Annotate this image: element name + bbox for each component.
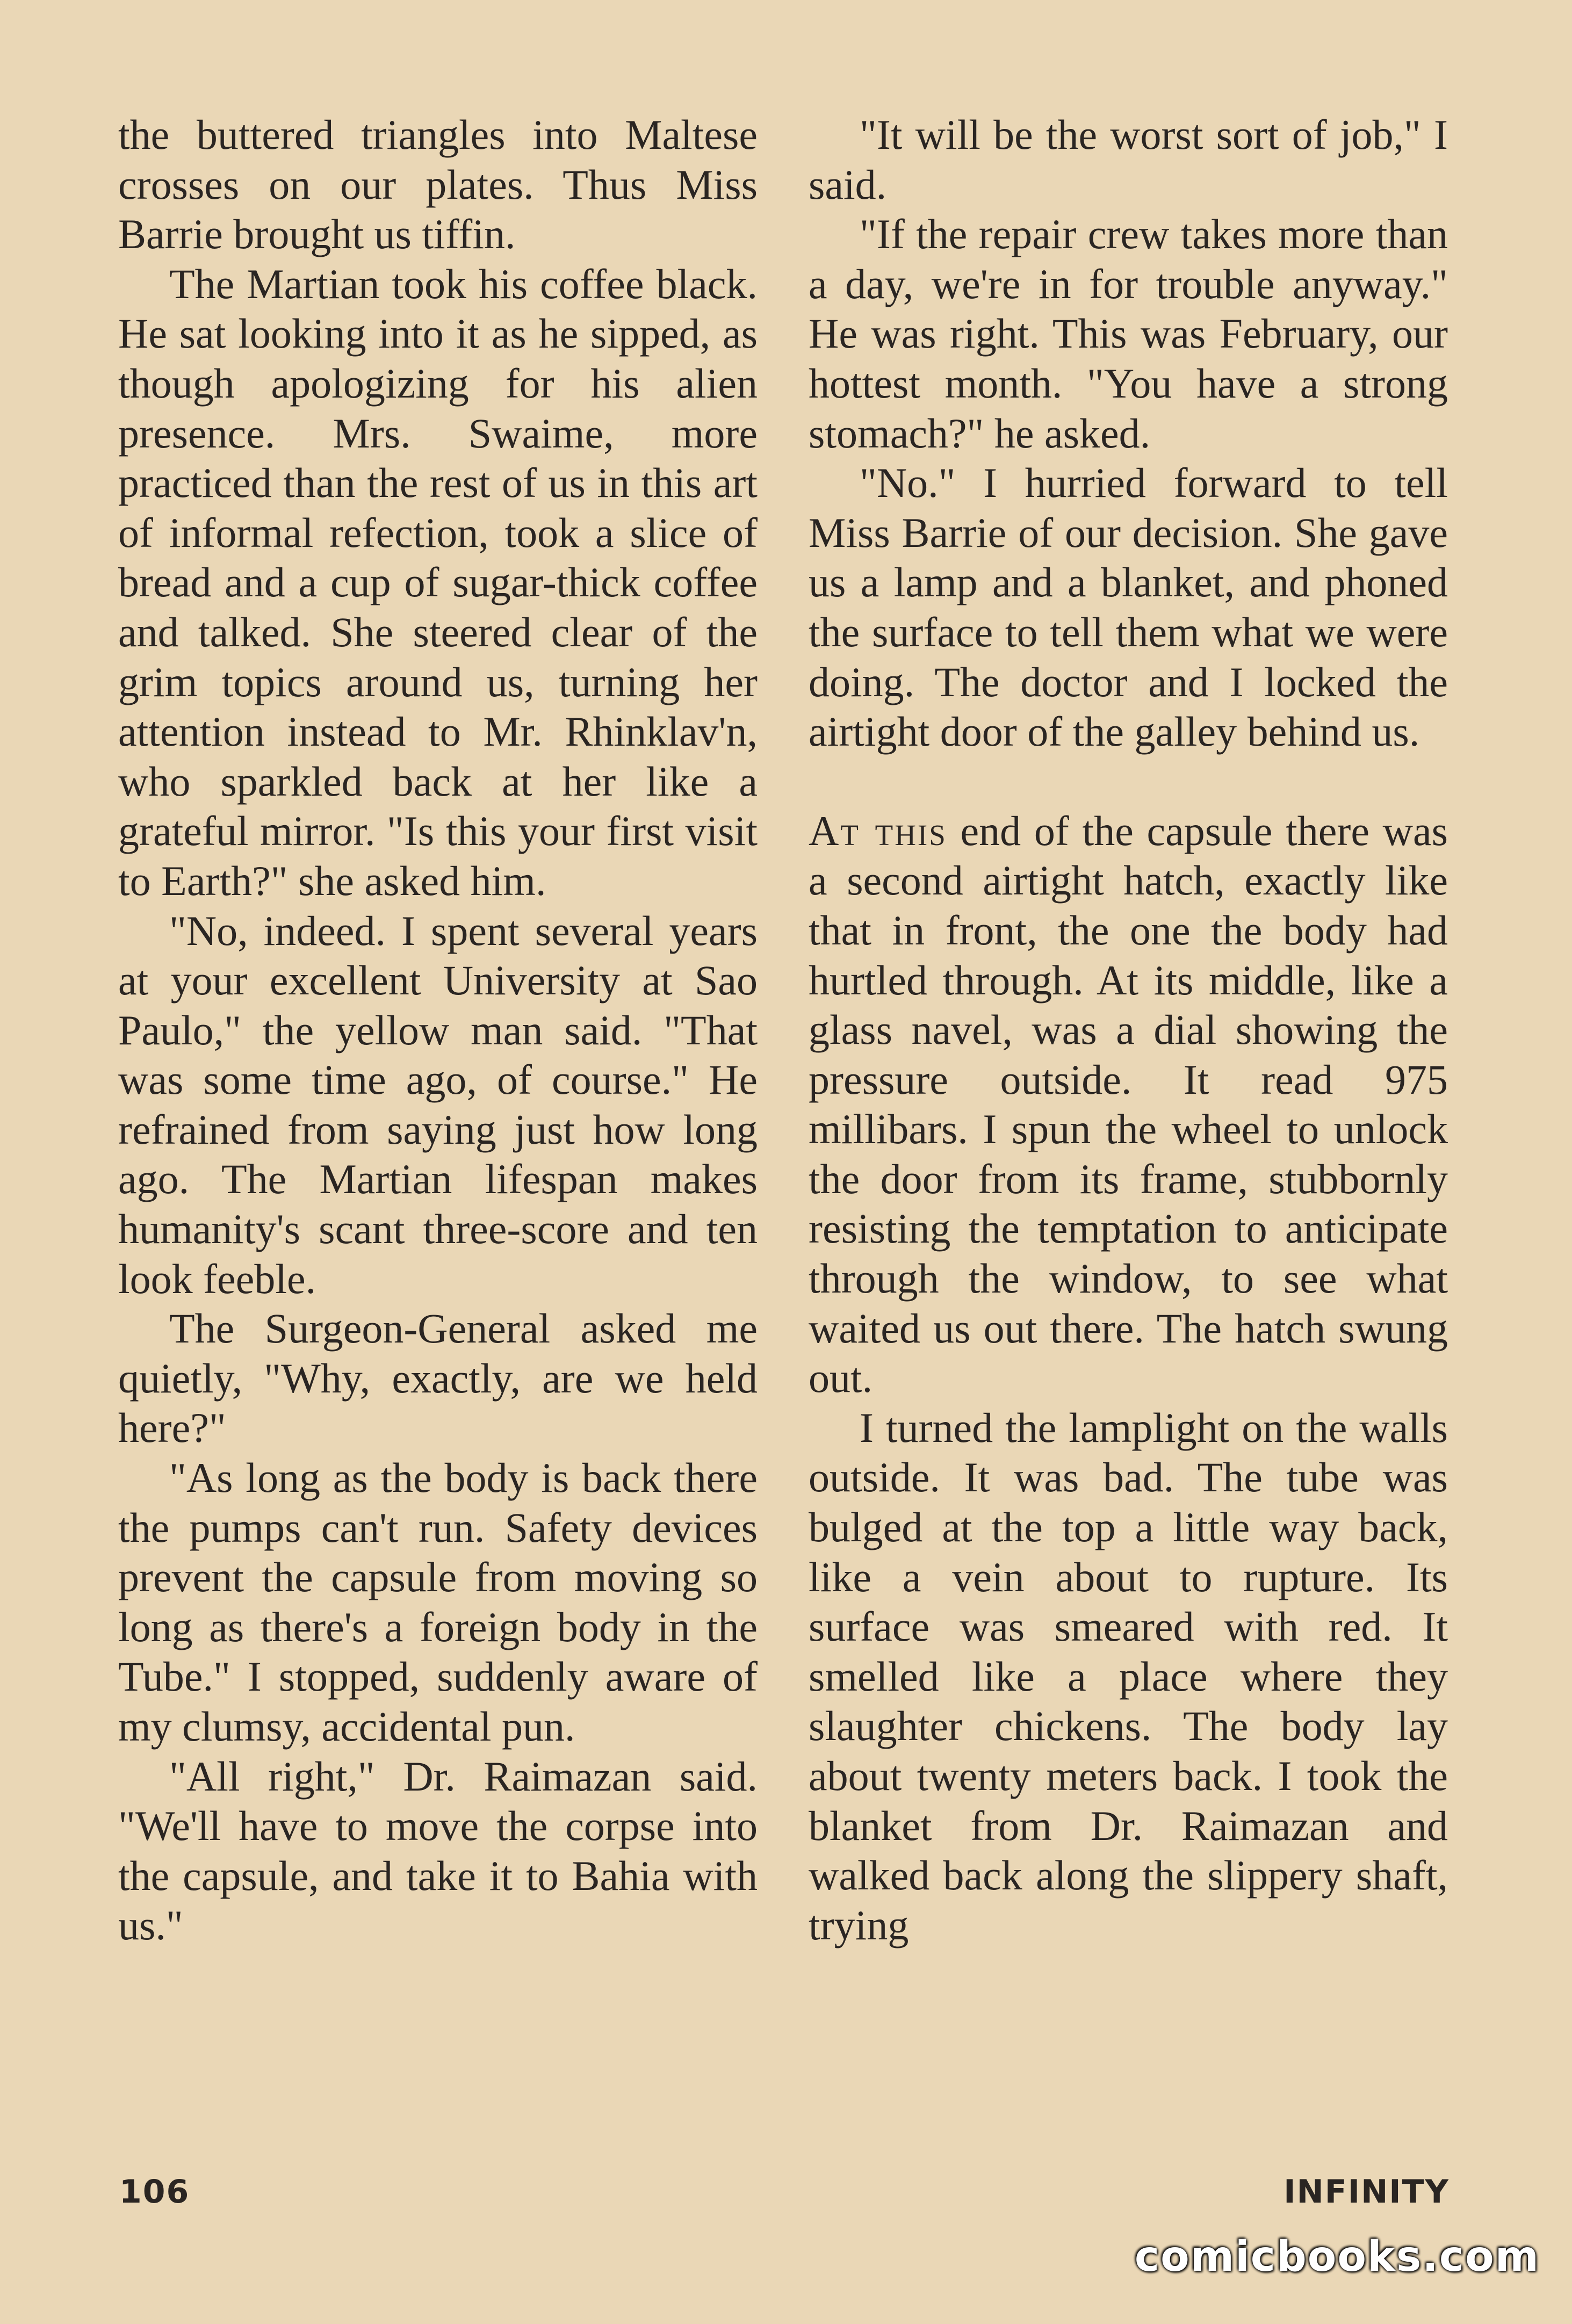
- right-column: [809, 110, 1448, 1950]
- section-break: [809, 757, 1448, 806]
- paragraph: the buttered triangles into Maltese crosses on our plates. Thus Miss Barrie brought us tiffin.: [118, 111, 758, 258]
- paragraph: "All right," Dr. Raimazan said. "We'll have to move the corpse into the capsule, and take it to Bahia with us.": [118, 1752, 758, 1949]
- section-opening-paragraph: [809, 806, 1448, 1403]
- watermark: comicbooks.com: [1134, 2233, 1540, 2281]
- magazine-title: INFINITY: [1283, 2173, 1450, 2211]
- paragraph-text: end of the capsule there was a second airtight hatch, exactly like that in front, the one the body had hurtled through. At its middle, like a glass navel, was a dial showing the pressure outside. It read 975 millibars. I spun the wheel to unlock the door from its frame, stubbornly resisting the temptation to anticipate through the window, to see what waited us out there. The hatch swung out.: [809, 807, 1448, 1402]
- paragraph: The Martian took his coffee black. He sat looking into it as he sipped, as though apologizing for his alien presence. Mrs. Swaime, more practiced than the rest of us in this art of informal refection, took a slice of bread and a cup of sugar-thick coffee and talked. She steered clear of the grim topics around us, turning her attention instead to Mr. Rhinklav'n, who sparkled back at her like a grateful mirror. "Is this your first visit to Earth?" she asked him.: [118, 260, 758, 904]
- small-caps-lead: At this: [809, 807, 947, 854]
- paragraph: The Surgeon-General asked me quietly, "Why, exactly, are we held here?": [118, 1305, 758, 1452]
- paragraph: "As long as the body is back there the pumps can't run. Safety devices prevent the capsule from moving so long as there's a foreign body in the Tube." I stopped, suddenly aware of my clumsy, accidental pun.: [118, 1454, 758, 1750]
- paragraph: "No, indeed. I spent several years at your excellent University at Sao Paulo," the yellow man said. "That was some time ago, of course." He refrained from saying just how long ago. The Martian lifespan makes humanity's scant three-score and ten look feeble.: [118, 907, 758, 1302]
- left-column: [118, 110, 758, 1951]
- paragraph: "No." I hurried forward to tell Miss Barrie of our decision. She gave us a lamp and a blanket, and phoned the surface to tell them what we were doing. The doctor and I locked the airtight door of the galley behind us.: [809, 459, 1448, 755]
- paragraph: I turned the lamplight on the walls outside. It was bad. The tube was bulged at the top a little way back, like a vein about to rupture. Its surface was smeared with red. It smelled like a place where they slaughter chickens. The body lay about twenty meters back. I took the blanket from Dr. Raimazan and walked back along the slippery shaft, trying: [809, 1404, 1448, 1948]
- paragraph: "It will be the worst sort of job," I said.: [809, 111, 1448, 208]
- paragraph: "If the repair crew takes more than a day, we're in for trouble anyway." He was right. This was February, our hottest month. "You have a strong stomach?" he asked.: [809, 211, 1448, 457]
- page-number: 106: [119, 2173, 190, 2211]
